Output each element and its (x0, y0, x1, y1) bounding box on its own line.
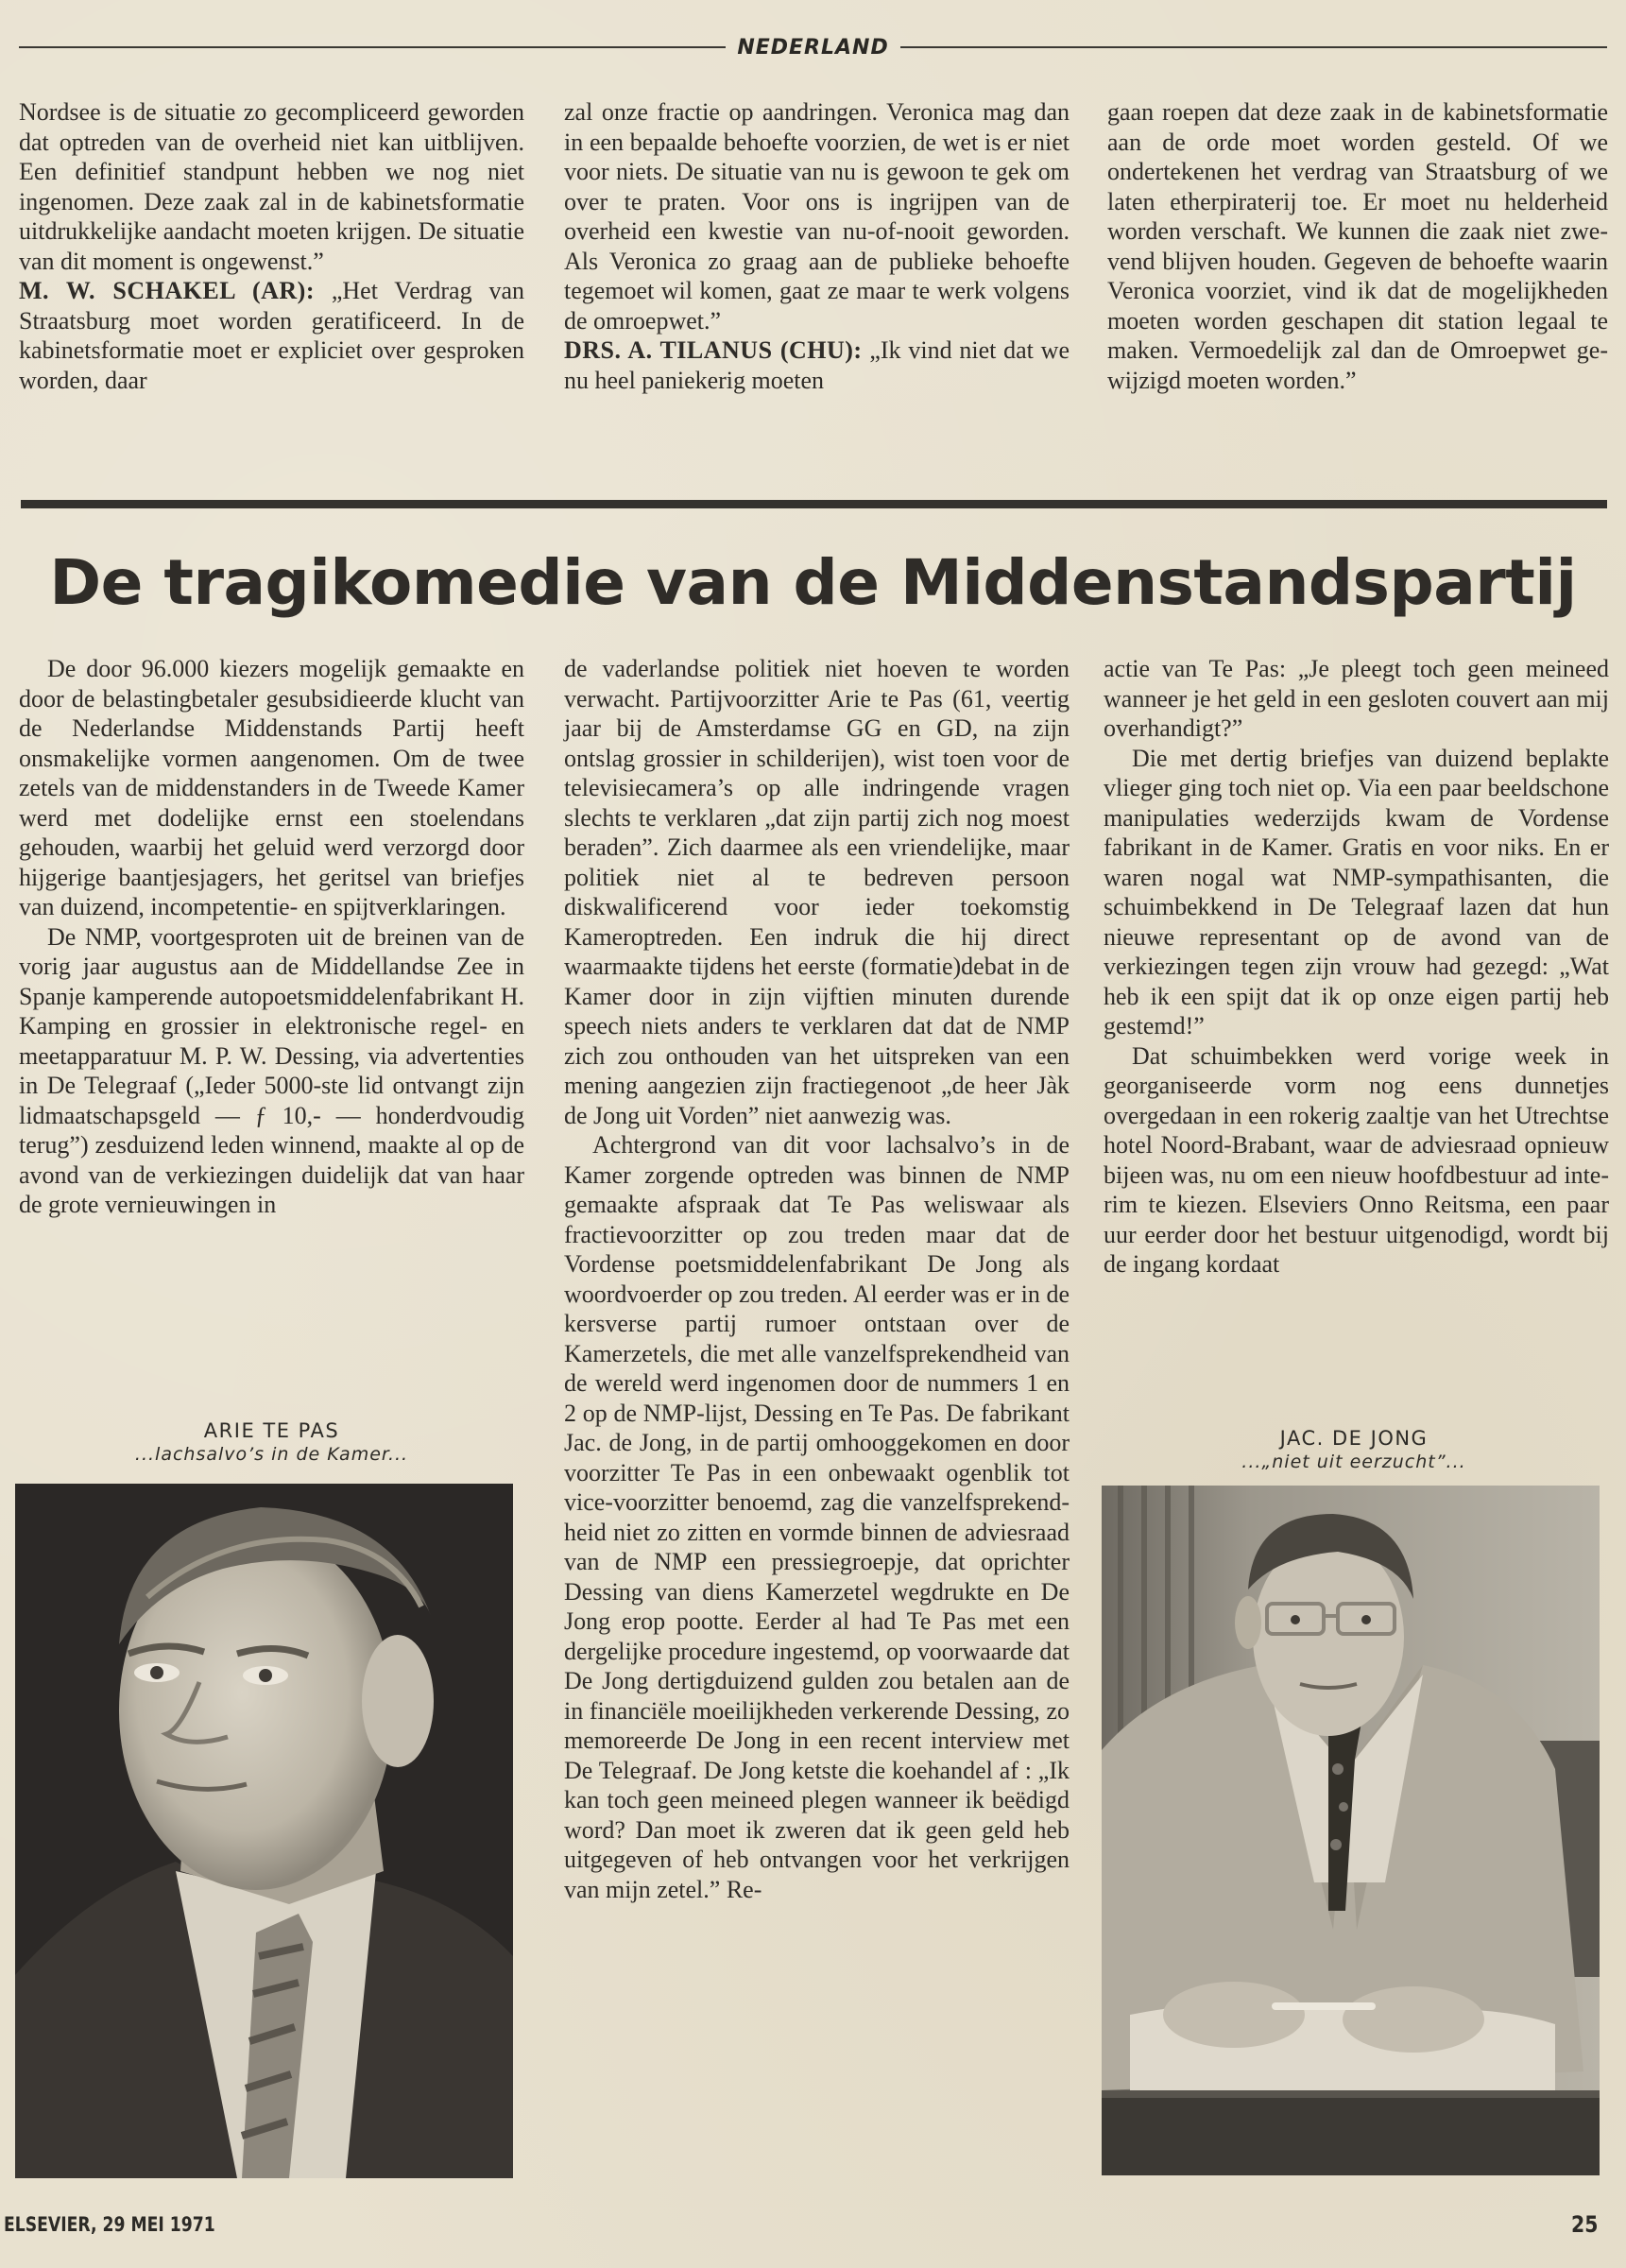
article-column-2 (564, 654, 1070, 1904)
paragraph: De door 96.000 kiezers mogelijk gemaakte en door de belastingbetaler gesubsidieerde klucht van de Nederlandse Middenstands Partij heeft onsmakelijke vormen aangenomen. Om de twee zetels van de middenstanders in de Tweede Kamer werd met dodelijke ernst een stoelendans gehouden, waarbij het geluid werd verzorgd door hijgerige baantjesjagers, het geritsel van briefjes van duizend, incompetentie- en spijtverklaringen. (19, 655, 524, 920)
top-article-column-2 (564, 97, 1070, 395)
portrait-illustration (1102, 1486, 1600, 2175)
footer-page-number: 25 (1570, 2211, 1598, 2238)
caption-name: ARIE TE PAS (203, 1419, 340, 1442)
portrait-photo-jac-de-jong (1102, 1486, 1600, 2175)
top-article-column-1 (19, 97, 524, 395)
caption-quote: ...„niet uit eerzucht”... (1241, 1452, 1466, 1472)
article-headline: De tragikomedie van de Middenstandspartij (49, 546, 1577, 619)
header-rule-left (19, 46, 726, 48)
photo-caption-arie-te-pas (19, 1419, 524, 1465)
section-header (19, 36, 1607, 59)
portrait-photo-arie-te-pas (15, 1484, 513, 2178)
paragraph: Die met dertig briefjes van duizend beplakte vlieger ging toch niet op. Via een paar beeldschone manipulaties wederzijds kwam de Vordense fabrikant in de Kamer. Gratis en voor niks. En er waren nogal wat NMP-sympathisanten, die schuimbekkend in De Telegraaf lazen dat hun nieuwe representant op de avond van de verkiezingen tegen zijn vrouw had gezegd: „Wat heb ik een spijt dat ik op onze eigen partij heb gestemd!” (1104, 744, 1609, 1040)
paragraph: actie van Te Pas: „Je pleegt toch geen meineed wanneer je het geld in een gesloten couvert aan mij overhandigt?” (1104, 655, 1609, 742)
paragraph: de vaderlandse politiek niet hoeven te worden verwacht. Partijvoorzitter Arie te Pas (61, veertig jaar bij de Amsterdamse GG en GD, na zijn ontslag grossier in schilderijen), wist toen voor de televisiecamera’s op alle indringende vragen slechts te verklaren „dat zijn partij zich nog moest beraden”. Zich daarmee als een vriendelijke, maar politiek niet al te bedreven persoon diskwalificerend voor ieder toekomstig Kameroptreden. Een indruk die hij direct waarmaakte tijdens het eerste (formatie)debat in de Kamer door in zijn vijftien minuten durende speech niets anders te verklaren dat dat de NMP zich zou onthouden van het uitspreken van een mening aangezien zijn fractiegenoot „de heer Jàk de Jong uit Vorden” niet aanwezig was. (564, 655, 1070, 1129)
section-label: NEDERLAND (737, 35, 889, 60)
caption-quote: ...lachsalvo’s in de Kamer... (134, 1444, 409, 1465)
paragraph (19, 276, 524, 395)
caption-name: JAC. DE JONG (1279, 1427, 1429, 1450)
speaker-name: DRS. A. TILANUS (CHU): (564, 336, 863, 364)
article-column-3 (1104, 654, 1609, 1280)
paragraph: Achtergrond van dit voor lachsalvo’s in de Kamer zorgende optreden was binnen de NMP gemaakte afspraak dat Te Pas weliswaar als fractievoorzitter op zou treden maar dat de Vordense poetsmiddelenfabrikant De Jong als woordvoerder op zou treden. Al eerder was er in de kersverse partij rumoer ontstaan over de Kamerzetels, die met alle vanzelfsprekendheid van de wereld werd ingenomen door de nummers 1 en 2 op de NMP-lijst, Dessing en Te Pas. De fabrikant Jac. de Jong, in de partij omhooggekomen en door voorzitter Te Pas in een onbewaakt ogenblik tot vice-voorzitter benoemd, zag die vanzelfsprekendheid niet zo zitten en vormde binnen de adviesraad van de NMP een pressiegroepje, dat oprichter Dessing van diens Kamerzetel wegdrukte en De Jong erop pootte. Eerder al had Te Pas met een dergelijke procedure ingestemd, op voorwaarde dat De Jong dertigduizend gulden zou betalen aan de in financiële moeilijkheden verkerende Dessing, zo memoreerde De Jong in een recent interview met De Telegraaf. De Jong ketste die koehandel af : „Ik kan toch geen meineed plegen wanneer ik beëdigd word? Dan moet ik zweren dat ik geen geld heb uitgegeven of heb ontvangen voor het verkrijgen van mijn zetel.” Re- (564, 1131, 1070, 1903)
speaker-quote: „Ik vind niet dat we nu heel paniekerig moeten (564, 336, 1070, 394)
portrait-illustration (15, 1484, 513, 2178)
speaker-name: M. W. SCHAKEL (AR): (19, 277, 315, 304)
footer-publication-date: ELSEVIER, 29 MEI 1971 (4, 2213, 215, 2236)
paragraph: zal onze fractie op aandringen. Veronica mag dan in een bepaalde behoefte voorzien, de wet is er niet voor niets. De situatie van nu is gewoon te gek om over te praten. Voor ons is ingrijpen van de overheid een kwestie van nu-of-nooit geworden. Als Veronica zo graag aan de publieke behoefte tegemoet wil komen, gaat ze maar te werk volgens de omroepwet.” (564, 98, 1070, 335)
article-column-1 (19, 654, 524, 1220)
top-article-column-3 (1107, 97, 1608, 395)
photo-caption-jac-de-jong (1104, 1427, 1604, 1472)
paragraph: gaan roepen dat deze zaak in de kabinetsformatie aan de orde moet worden gesteld. Of we ondertekenen het verdrag van Straatsburg of we laten etherpiraterij toe. Er moet nu helderheid worden verschaft. We kunnen die zaak niet zwevend blijven houden. Gegeven de behoefte waarin Veronica voorziet, vind ik dat de mogelijkheden moeten worden geschapen dit station legaal te maken. Vermoedelijk zal dan de Omroepwet gewijzigd moeten worden.” (1107, 98, 1608, 394)
paragraph: De NMP, voortgesproten uit de breinen van de vorig jaar augustus aan de Middellandse Zee in Spanje kamperende autopoetsmiddelenfabrikant H. Kamping en grossier in elektronische regel- en meetapparatuur M. P. W. Dessing, via advertenties in De Telegraaf („Ieder 5000-ste lid ontvangt zijn lidmaatschapsgeld — ƒ 10,- — honderdvoudig terug”) zesduizend leden winnend, maakte al op de avond van de verkiezingen duidelijk dat van haar de grote vernieuwingen in (19, 922, 524, 1218)
article-divider (21, 500, 1607, 508)
paragraph: Nordsee is de situatie zo gecompliceerd geworden dat optreden van de overheid niet kan uitblijven. Een definitief standpunt hebben we nog niet ingenomen. Deze zaak zal in de kabinetsformatie uitdrukkelijke aandacht moeten krijgen. De situatie van dit moment is ongewenst.” (19, 98, 524, 275)
paragraph (564, 335, 1070, 395)
speaker-quote: „Het Verdrag van Straatsburg moet worden geratificeerd. In de kabinetsformatie moet er expliciet over gesproken worden, daar (19, 277, 524, 394)
paragraph: Dat schuimbekken werd vorige week in georganiseerde vorm nog eens dunnetjes overgedaan in een rokerig zaaltje van het Utrechtse hotel Noord-Brabant, waar de adviesraad opnieuw bijeen was, nu om een nieuw hoofdbestuur ad interim te kiezen. Elseviers Onno Reitsma, een paar uur eerder door het bestuur uitgenodigd, wordt bij de ingang kordaat (1104, 1041, 1609, 1278)
header-rule-right (900, 46, 1607, 48)
